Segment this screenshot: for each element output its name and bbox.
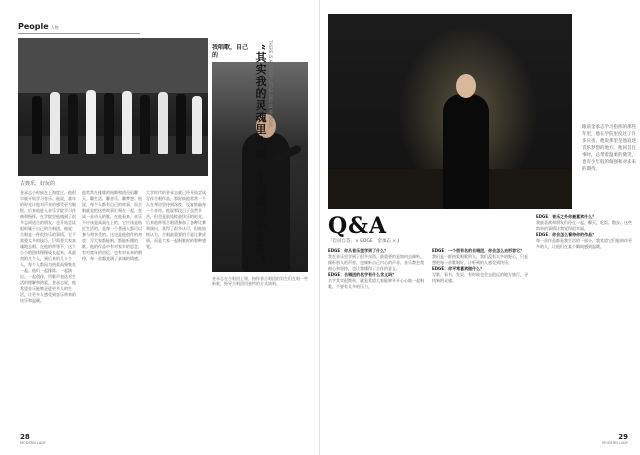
portrait-head — [456, 74, 476, 98]
question: EDGE：你平常喜欢做什么？ — [432, 266, 485, 271]
choir-member — [104, 93, 114, 154]
qa-byline: 「自问自答」× EDGE 金承志 × J — [328, 239, 399, 244]
article-column-1: 金承志小时候在上海度过，他很早就开始学习音乐。他说，童年的时光让他对声音的感受更为敏锐。后来他进入音乐学院学习作曲和指挥，在学院里他遇到了很多志同道合的朋友，也开始尝试组织属于自己的合唱团。他说：合唱是一件很快乐的事情，它不需要太多的技巧，只需要大家真诚地去唱。在他的带领下，这个小小的团体慢慢成长起来，从最初的几个人，到后来的几十个人，每个人都因为热爱而聚集在一起。他们一起排练、一起演出、一起创作，用歌声表达对生活的理解和热爱。金承志说，他希望音乐能够走进更多人的生活，让更多人感受到音乐带来的快乐和温暖。 — [20, 190, 76, 303]
question: EDGE：你从音乐里学到了什么？ — [328, 248, 389, 253]
question: EDGE：你会怎么看待你的作品？ — [536, 232, 597, 237]
answer: 写歌、看书、发呆，有时候也会去很远的地方旅行，寻找新的灵感。 — [432, 272, 528, 283]
vertical-title: “其实我的灵魂里住着一个可爱的小女生” — [254, 44, 267, 263]
right-intro-text: 眼前金承志学习指挥的那些年里，他在学院里度过了许多日夜，他说那里是他追逐音乐梦想的地方。他回首往事时，总带着温柔的微笑，也有少年般的倔强和对未来的期待。 — [582, 125, 636, 172]
answer: 我在音乐里学到了很多东西，最重要的是如何去倾听。倾听别人的声音，也倾听自己内心的声音。音乐教会我耐心和坚持，也让我懂得了合作的意义。 — [328, 254, 424, 271]
choir-member — [50, 92, 60, 154]
portrait-figure — [443, 94, 489, 209]
vertical-subtitle: THERE IS A LOVELY LITTLE GIRL IN MY SOUL — [268, 40, 273, 128]
qa-title: Q&A — [328, 213, 388, 239]
photo-wall — [18, 38, 208, 93]
choir-member — [192, 96, 202, 154]
answer: 我们是一群热爱唱歌的人，我们没有太多的野心，只是想把每一首歌唱好，让听到的人感受到快乐。 — [432, 254, 528, 265]
question: EDGE：一个很有名的合唱团，你会怎么去形容它？ — [432, 248, 525, 253]
choir-member — [86, 90, 96, 154]
answer: 名字其实很简单，就是希望大家能够开开心心地一起唱歌，不要有太多的压力。 — [328, 278, 424, 289]
header-rule — [18, 33, 140, 34]
qa-column-2 — [432, 248, 530, 284]
choir-member — [140, 95, 150, 154]
choir-group-photo — [18, 38, 208, 176]
article-column-3: 大学时代的金承志就已经开始尝试写作合唱作品，那时候他常常一个人在琴房里待到深夜，反复推敲每一个音符。他说那段日子虽然辛苦，但也是最纯粹最快乐的时光。后来他带领合唱团参加了各种比赛和演出，获得了很多认可，但他始终认为，合唱最重要的不是比赛成绩，而是大家一起唱歌时的那种感觉。 — [146, 190, 206, 249]
choir-member — [68, 94, 78, 154]
choir-member — [32, 96, 42, 154]
choir-member — [176, 94, 186, 154]
page-label: MODERN LADY — [20, 441, 46, 445]
page-number: 28 — [20, 433, 30, 441]
choir-member — [122, 91, 132, 154]
section-title: People — [18, 22, 49, 31]
qa-column-3 — [536, 214, 634, 250]
conductor-photo-caption: 金承志在合唱团上课，指挥着合唱团的男生们在唱一些新歌，指导合唱团用独特的方式演唱。 — [212, 276, 308, 286]
right-page — [320, 0, 640, 455]
section-header — [18, 22, 59, 31]
question: EDGE：音乐之外你最喜欢什么？ — [536, 214, 597, 219]
answer: 每一首作品都是我生活的一部分，我希望它们能陪伴更多的人，让他们在某个瞬间感到温暖。 — [536, 238, 632, 249]
choir-member — [158, 92, 168, 154]
photo-caption: 古典乐，好玩的 — [20, 181, 56, 187]
page-number: 29 — [618, 433, 628, 441]
portrait-photo — [328, 14, 572, 209]
section-subtitle: 人物 — [50, 25, 59, 30]
page-number-right — [602, 433, 628, 445]
article-column-2: 他常常在排练的间隙和团员们聊天，聊生活，聊音乐，聊梦想。他说，每个人都有自己的故事，而合唱就是把这些故事汇聚在一起，变成一首动人的歌。在他看来，音乐不应该是高高在上的，它应该是贴近生活的，是每一个普通人都可以参与和享受的。这也是他创作的初衷：写大家都能唱、都能听懂的歌。他的作品中有对家乡的思念，有对童年的回忆，也有对未来的期待，每一首都充满了真诚的情感。 — [82, 190, 142, 261]
question: EDGE：合唱团的名字有什么含义吗？ — [328, 272, 397, 277]
page-number-left — [20, 433, 46, 445]
answer: 我最喜欢和朋友们待在一起，聊天、吃饭、散步，这些简单的事情让我觉得很幸福。 — [536, 220, 632, 231]
page-label: MODERN LADY — [602, 441, 628, 445]
qa-column-1 — [328, 248, 426, 290]
article-headline: 我唱歌，自己的 — [212, 44, 249, 59]
